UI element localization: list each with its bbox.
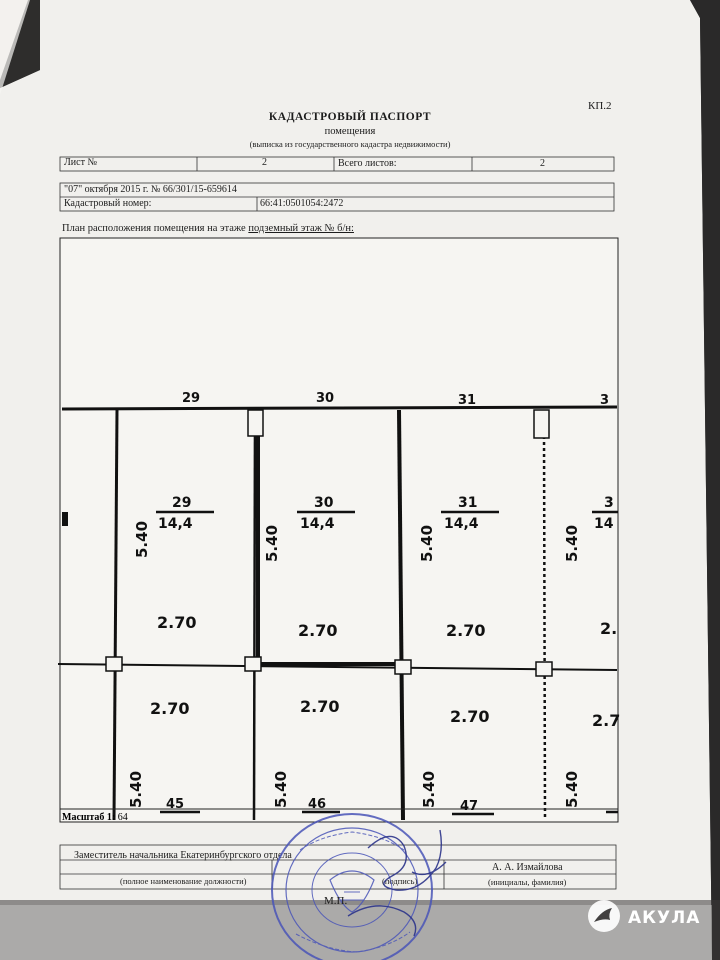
room-45-number: 45 [166,797,185,812]
document-subtitle: помещения [324,126,376,137]
top-number-30: 30 [316,391,335,406]
watermark-brand: АКУЛА [628,908,701,928]
room-46-width: 2.70 [300,697,340,716]
date-line: "07" октября 2015 г. № 66/301/15-659614 [64,184,237,195]
sheet-value: 2 [262,157,267,168]
room-32-number: 3 [604,495,614,511]
top-number-32: 3 [600,393,610,408]
room-32-area: 14 [594,516,614,532]
document-title: КАДАСТРОВЫЙ ПАСПОРТ [268,111,432,123]
room-30-width: 2.70 [298,621,338,640]
room-45-length: 5.40 [127,770,145,808]
room-30-length: 5.40 [263,524,281,562]
room-45-width: 2.70 [150,699,190,718]
room-46-length: 5.40 [272,770,290,808]
signer-name: А. А. Измайлова [492,862,563,873]
watermark-logo [588,900,620,932]
room-47-width: 2.70 [450,707,490,726]
room-31-length: 5.40 [418,524,436,562]
signature-caption: (подпись) [382,876,418,886]
extract-note: (выписка из государственного кадастра недвижимости) [249,139,451,149]
scale-label: Масштаб 1: [62,812,116,823]
cadastral-value: 66:41:0501054:2472 [260,198,344,209]
total-sheets-value: 2 [540,158,545,169]
sheet-label: Лист № [64,157,97,168]
shark-icon [588,900,620,932]
room-47-length: 5.40 [420,770,438,808]
room-31-width: 2.70 [446,621,486,640]
name-caption: (инициалы, фамилия) [488,877,567,887]
top-number-29: 29 [182,391,201,406]
room-46-number: 46 [308,797,327,812]
plan-caption-floor: подземный этаж № б/н: [248,223,354,234]
total-sheets-label: Всего листов: [338,158,397,169]
room-29-area: 14,4 [158,516,193,532]
signer-position: Заместитель начальника Екатеринбургского отдела [74,850,292,861]
form-code: КП.2 [588,100,612,112]
room-29-number: 29 [172,495,192,511]
room-30-area: 14,4 [300,516,335,532]
room-29-length: 5.40 [133,520,151,558]
room-29-width: 2.70 [157,613,197,632]
scale-value: 64 [117,812,128,823]
room-48-width: 2.7 [592,711,621,730]
stamp-mp: М.П. [324,895,348,907]
plan-caption-prefix: План расположения помещения на этаже [62,223,249,234]
cadastral-label: Кадастровый номер: [64,198,152,209]
top-number-31: 31 [458,393,477,408]
room-47-number: 47 [460,799,479,814]
room-32-width: 2. [600,619,618,638]
room-32-length: 5.40 [563,524,581,562]
room-48-length: 5.40 [563,770,581,808]
position-caption: (полное наименование должности) [120,876,247,886]
room-31-number: 31 [458,495,478,511]
room-30-number: 30 [314,495,334,511]
room-31-area: 14,4 [444,516,479,532]
